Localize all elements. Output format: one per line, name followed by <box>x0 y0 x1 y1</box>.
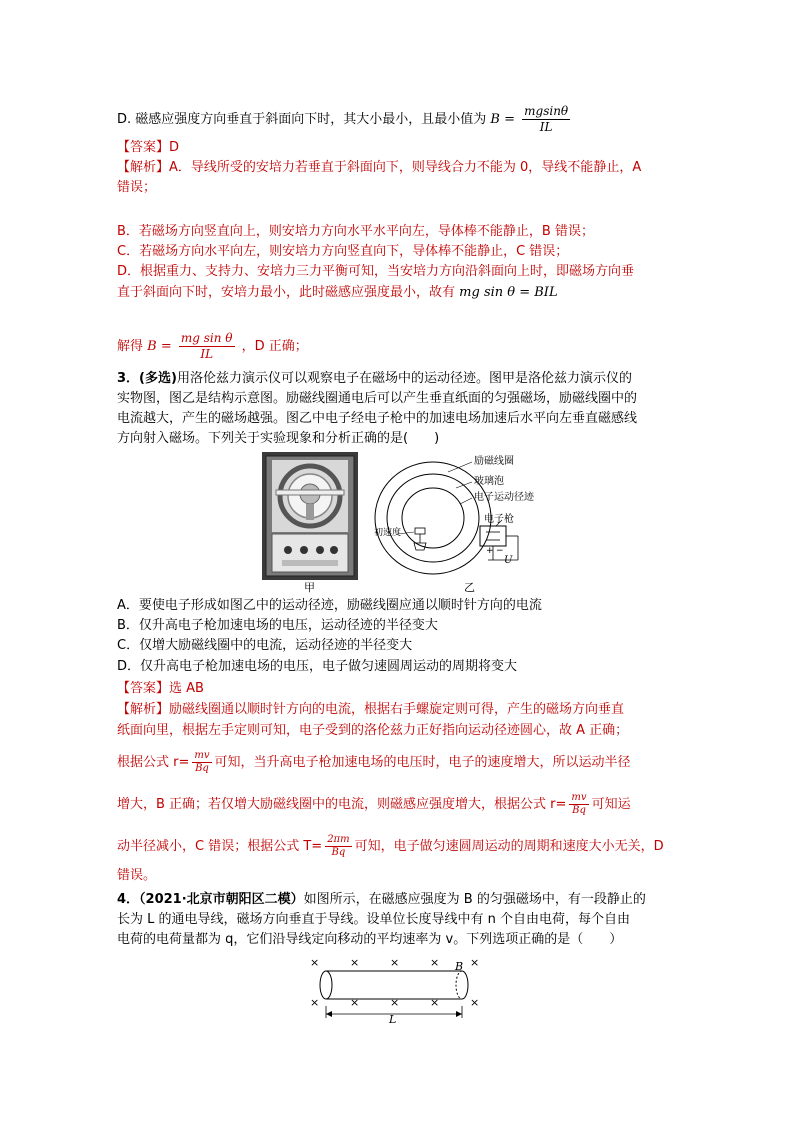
q3-stem-line4: 方向射入磁场。下列关于实验现象和分析正确的是( ) <box>117 431 440 446</box>
q3-analysis-line5-prefix: 动半径减小，C 错误；根据公式 T= <box>117 839 323 854</box>
q3-label-plus: + <box>486 546 494 556</box>
field-cross-icon: × <box>310 996 320 1009</box>
q3-option-c: C．仅增大励磁线圈中的电流，运动径迹的半径变大 <box>117 638 413 653</box>
q2-option-d-fraction <box>522 104 570 135</box>
field-cross-icon: × <box>390 956 400 969</box>
q4-figure-label-b: B <box>455 960 464 973</box>
fraction-numerator: mv <box>571 792 587 803</box>
fraction-denominator: Bq <box>195 763 209 774</box>
q3-option-a: A．要使电子形成如图乙中的运动径迹，励磁线圈应通以顺时针方向的电流 <box>117 598 542 613</box>
fraction-denominator: IL <box>200 347 214 361</box>
q2-solve-line <box>117 331 308 362</box>
fraction-numerator: mgsinθ <box>524 104 569 118</box>
q2-option-d-lhs: B = <box>490 112 515 127</box>
q3-analysis-line2: 纸面向里，根据左手定则可知，电子受到的洛伦兹力正好指向运动径迹圆心，故 A 正确； <box>117 723 629 738</box>
q3-formula-t-fraction <box>325 834 351 859</box>
field-cross-icon: × <box>470 956 480 969</box>
q2-analysis-d-line2 <box>117 283 558 303</box>
q2-solve-fraction <box>179 331 235 362</box>
field-cross-icon: × <box>390 996 400 1009</box>
q3-label-v0: 初速度 <box>374 528 402 538</box>
q3-stem-text: 用洛伦兹力演示仪可以观察电子在磁场中的运动径迹。图甲是洛伦兹力演示仪的 <box>176 371 632 386</box>
q3-label-bulb: 玻璃泡 <box>474 476 504 487</box>
q2-analysis-d-line1: D．根据重力、支持力、安培力三力平衡可知，当安培力方向沿斜面向上时，即磁场方向垂 <box>117 264 635 279</box>
field-cross-icon: × <box>430 956 440 969</box>
q3-analysis-line5-suffix: 可知，电子做匀速圆周运动的周期和速度大小无关，D <box>354 839 664 854</box>
fraction-numerator: mg sin θ <box>180 331 233 345</box>
analysis-label: 【解析】 <box>117 160 170 175</box>
q3-label-minus: − <box>496 546 504 556</box>
field-cross-icon: × <box>350 996 360 1009</box>
q3-analysis-line4 <box>117 792 631 817</box>
q4-stem-line1 <box>117 890 646 910</box>
q3-formula-r2-fraction <box>569 792 588 817</box>
q2-solve-suffix: ，D 正确； <box>241 339 308 354</box>
q3-analysis-text: 励磁线圈通以顺时针方向的电流，根据右手螺旋定则可得，产生的磁场方向垂直 <box>169 702 625 717</box>
q3-label-gun: 电子枪 <box>484 514 514 525</box>
q2-analysis-a-line1 <box>117 158 641 178</box>
q3-analysis-line3 <box>117 750 631 775</box>
q3-label-track: 电子运动径迹 <box>474 492 534 503</box>
q3-analysis-line6: 错误。 <box>117 868 157 883</box>
field-cross-icon: × <box>470 996 480 1009</box>
q3-formula-r-fraction <box>192 750 211 775</box>
field-cross-icon: × <box>310 956 320 969</box>
q3-figure-yi-label: 乙 <box>464 581 475 594</box>
q4-stem-line2: 长为 L 的通电导线，磁场方向垂直于导线。设单位长度导线中有 n 个自由电荷，每个自由 <box>117 912 631 927</box>
q2-analysis-d-text: 直于斜面向下时，安培力最小，此时磁感应强度最小，故有 <box>117 285 456 300</box>
field-cross-icon: × <box>350 956 360 969</box>
q2-analysis-d-formula: mg sin θ = BIL <box>459 285 558 300</box>
q3-stem-line2: 实物图，图乙是结构示意图。励磁线圈通电后可以产生垂直纸面的匀强磁场，励磁线圈中的 <box>117 391 638 406</box>
q2-option-d <box>117 104 573 135</box>
q3-number: 3． <box>117 371 140 386</box>
analysis-label: 【解析】 <box>117 702 170 717</box>
q3-figure-jia-photo <box>262 452 358 580</box>
q2-answer: 【答案】D <box>117 140 180 155</box>
q4-source: （2021·北京市朝阳区二模） <box>139 892 304 907</box>
q2-analysis-c: C．若磁场方向水平向左，则安培力方向竖直向下，导体棒不能静止，C 错误； <box>117 244 569 259</box>
q3-figure-yi-schematic <box>368 448 548 580</box>
q2-analysis-b: B．若磁场方向竖直向上，则安培力方向水平水平向左，导体棒不能静止，B 错误； <box>117 224 594 239</box>
q3-figure-jia-label: 甲 <box>304 581 315 594</box>
q2-analysis-a-text: A．导线所受的安培力若垂直于斜面向下，则导线合力不能为 0，导线不能静止，A <box>169 160 642 175</box>
q3-analysis-line5 <box>117 834 664 859</box>
fraction-numerator: mv <box>194 750 210 761</box>
fraction-denominator: Bq <box>572 805 586 816</box>
q3-analysis-line1 <box>117 700 624 720</box>
field-cross-icon: × <box>430 996 440 1009</box>
q3-analysis-line4-prefix: 增大，B 正确；若仅增大励磁线圈中的电流，则磁感应强度增大，根据公式 r= <box>117 797 567 812</box>
q3-label-u: U <box>504 555 513 566</box>
q4-number: 4． <box>117 892 140 907</box>
q3-label-coil: 励磁线圈 <box>474 456 514 467</box>
q4-stem-line3: 电荷的电荷量都为 q，它们沿导线定向移动的平均速率为 v。下列选项正确的是（ ） <box>117 932 623 947</box>
fraction-denominator: IL <box>539 120 553 134</box>
q3-analysis-line3-suffix: 可知，当升高电子枪加速电场的电压时，电子的速度增大，所以运动半径 <box>214 755 631 770</box>
q2-solve-prefix: 解得 <box>117 339 144 354</box>
q2-option-d-text: D. 磁感应强度方向垂直于斜面向下时，其大小最小，且最小值为 <box>117 112 487 127</box>
q3-answer: 【答案】选 AB <box>117 681 204 696</box>
q3-stem-line3: 电流越大，产生的磁场越强。图乙中电子经电子枪中的加速电场加速后水平向左垂直磁感线 <box>117 411 638 426</box>
q4-figure-label-l: L <box>389 1013 397 1026</box>
q2-analysis-a-line2: 错误； <box>117 180 157 195</box>
q3-analysis-line3-prefix: 根据公式 r= <box>117 755 190 770</box>
q2-solve-lhs: B = <box>147 339 172 354</box>
q3-stem-line1 <box>117 369 632 389</box>
q4-stem-text: 如图所示，在磁感应强度为 B 的匀强磁场中，有一段静止的 <box>303 892 646 907</box>
q3-analysis-line4-suffix: 可知运 <box>591 797 631 812</box>
fraction-numerator: 2πm <box>327 834 350 845</box>
q3-option-b: B．仅升高电子枪加速电场的电压，运动径迹的半径变大 <box>117 618 438 633</box>
q3-option-d: D．仅升高电子枪加速电场的电压，电子做匀速圆周运动的周期将变大 <box>117 659 518 674</box>
q3-tag: (多选) <box>139 371 177 386</box>
fraction-denominator: Bq <box>331 847 346 858</box>
